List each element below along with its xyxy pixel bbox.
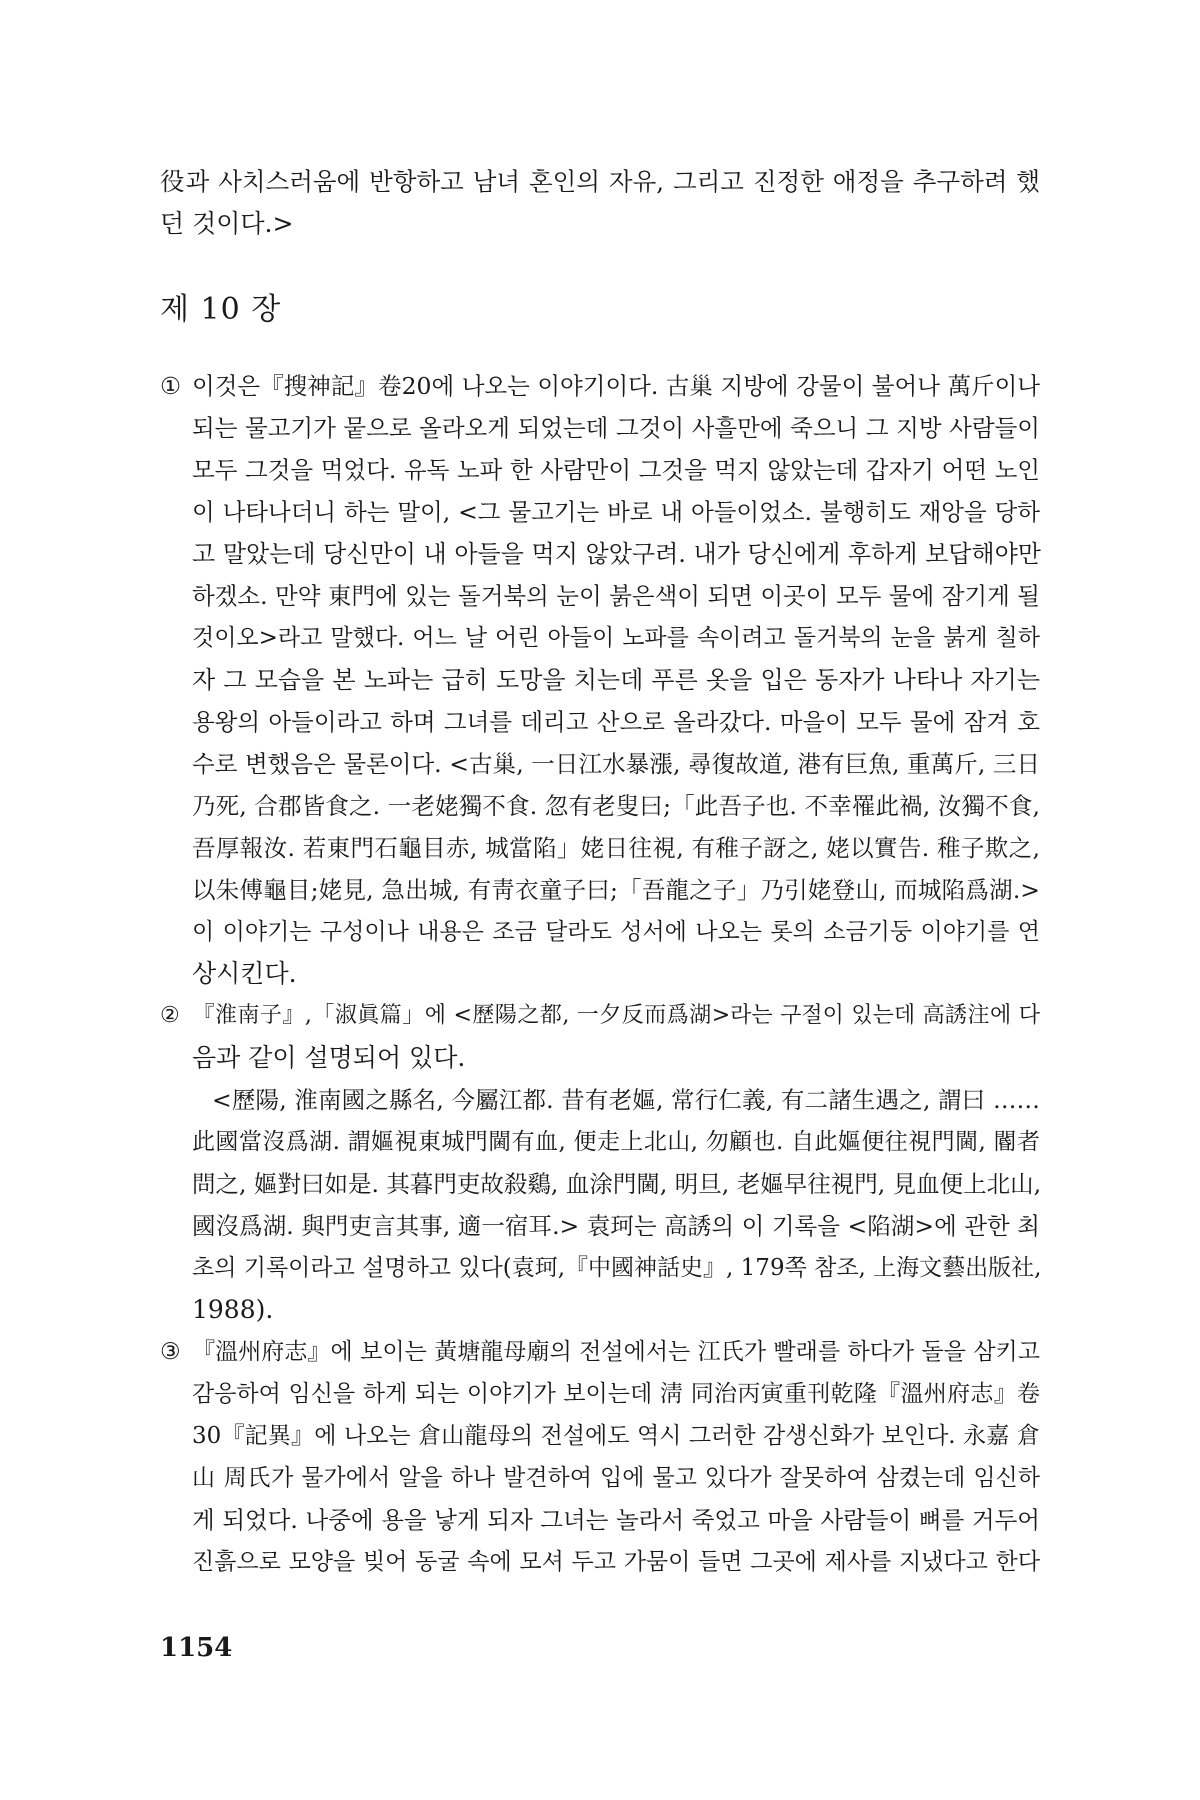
quote-line: 초의 기록이라고 설명하고 있다(袁珂,『中國神話史』, 179쪽 참조, 上海文藝出版社,	[192, 1255, 1042, 1281]
note-first-line	[160, 365, 1040, 407]
quote-line: 國沒爲湖. 與門吏言其事, 適一宿耳.> 袁珂는 高誘의 이 기록을 <陷湖>에 관한 최	[192, 1212, 1040, 1240]
note-line: 山 周氏가 물가에서 알을 하나 발견하여 입에 물고 있다가 잘못하여 삼켰는데 임신하	[192, 1465, 1040, 1491]
note-line: 乃死, 合郡皆食之. 一老姥獨不食. 忽有老叟曰;「此吾子也. 不幸罹此禍, 汝獨不食,	[192, 792, 1040, 820]
note-line: 용왕의 아들이라고 하며 그녀를 데리고 산으로 올라갔다. 마을이 모두 물에 잠겨 호	[192, 708, 1040, 736]
intro-line: 役과 사치스러움에 반항하고 남녀 혼인의 자유, 그리고 진정한 애정을 추구하려 했	[160, 167, 1040, 196]
quote-line: 此國當沒爲湖. 謂嫗視東城門閫有血, 便走上北山, 勿顧也. 自此嫗便往視門閫, 閽者	[192, 1129, 1040, 1155]
page-number: 1154	[160, 1633, 233, 1663]
note-line: 30『記異』에 나오는 倉山龍母의 전설에도 역시 그러한 감생신화가 보인다. 永嘉 倉	[192, 1423, 1040, 1449]
note-line: 진흙으로 모양을 빚어 동굴 속에 모셔 두고 가뭄이 들면 그곳에 제사를 지냈다고 한다	[192, 1549, 1040, 1575]
intro-line: 던 것이다.>	[160, 209, 294, 238]
note-line: 모두 그것을 먹었다. 유독 노파 한 사람만이 그것을 먹지 않았는데 갑자기 어떤 노인	[192, 456, 1040, 484]
note-item	[160, 995, 1040, 1331]
note-marker: ③	[160, 1339, 181, 1365]
note-first-line	[160, 995, 1040, 1037]
note-line: 吾厚報汝. 若東門石龜目赤, 城當陷」姥日往視, 有稚子訝之, 姥以實告. 稚子欺之,	[192, 834, 1040, 862]
note-first-text: 『淮南子』,「淑眞篇」에 <歷陽之都, 一夕反而爲湖>라는 구절이 있는데 高誘注에 다	[192, 1003, 1040, 1028]
note-line: 이 나타나더니 하는 말이, <그 물고기는 바로 내 아들이었소. 불행히도 재앙을 당하	[192, 498, 1040, 526]
note-line: 되는 물고기가 뭍으로 올라오게 되었는데 그것이 사흘만에 죽으니 그 지방 사람들이	[192, 414, 1040, 442]
note-first-line	[160, 1331, 1040, 1373]
note-line: 수로 변했음은 물론이다. <古巢, 一日江水暴漲, 尋復故道, 港有巨魚, 重萬斤, 三日	[192, 750, 1040, 778]
note-line: 고 말았는데 당신만이 내 아들을 먹지 않았구려. 내가 당신에게 후하게 보답해야만	[192, 540, 1041, 568]
note-line: 게 되었다. 나중에 용을 낳게 되자 그녀는 놀라서 죽었고 마을 사람들이 뼈를 거두어	[192, 1506, 1040, 1534]
note-marker: ①	[160, 372, 182, 400]
note-item	[160, 365, 1040, 995]
chapter-title: 제 10 장	[160, 292, 282, 327]
quote-line: <歷陽, 淮南國之縣名, 今屬江都. 昔有老嫗, 常行仁義, 有二諸生遇之, 謂曰 ……	[212, 1086, 1040, 1114]
note-line: 以朱傅龜目;姥見, 急出城, 有靑衣童子曰;「吾龍之子」乃引姥登山, 而城陷爲湖.>	[192, 876, 1040, 904]
note-item	[160, 1331, 1040, 1583]
note-marker: ②	[160, 1003, 180, 1028]
quote-line: 問之, 嫗對曰如是. 其暮門吏故殺鷄, 血涂門閫, 明旦, 老嫗早往視門, 見血便上北山,	[192, 1170, 1042, 1198]
note-first-text: 이것은『搜神記』卷20에 나오는 이야기이다. 古巢 지방에 강물이 불어나 萬斤이나	[192, 372, 1040, 400]
note-line: 자 그 모습을 본 노파는 급히 도망을 치는데 푸른 옷을 입은 동자가 나타나 자기는	[192, 666, 1040, 694]
intro-paragraph	[160, 161, 1040, 245]
note-line: 음과 같이 설명되어 있다.	[192, 1043, 466, 1072]
note-line: 하겠소. 만약 東門에 있는 돌거북의 눈이 붉은색이 되면 이곳이 모두 물에 잠기게 될	[192, 582, 1040, 610]
note-first-text: 『溫州府志』에 보이는 黃塘龍母廟의 전설에서는 江氏가 빨래를 하다가 돌을 삼키고	[192, 1339, 1040, 1365]
note-line: 이 이야기는 구성이나 내용은 조금 달라도 성서에 나오는 롯의 소금기둥 이야기를 연	[192, 919, 1040, 945]
note-line: 것이오>라고 말했다. 어느 날 어린 아들이 노파를 속이려고 돌거북의 눈을 붉게 칠하	[192, 625, 1040, 651]
quote-line: 1988).	[192, 1295, 274, 1324]
notes-section	[160, 365, 1040, 1583]
note-line: 상시킨다.	[192, 959, 297, 988]
note-line: 감응하여 임신을 하게 되는 이야기가 보이는데 淸 同治丙寅重刊乾隆『溫州府志』卷	[192, 1381, 1040, 1407]
